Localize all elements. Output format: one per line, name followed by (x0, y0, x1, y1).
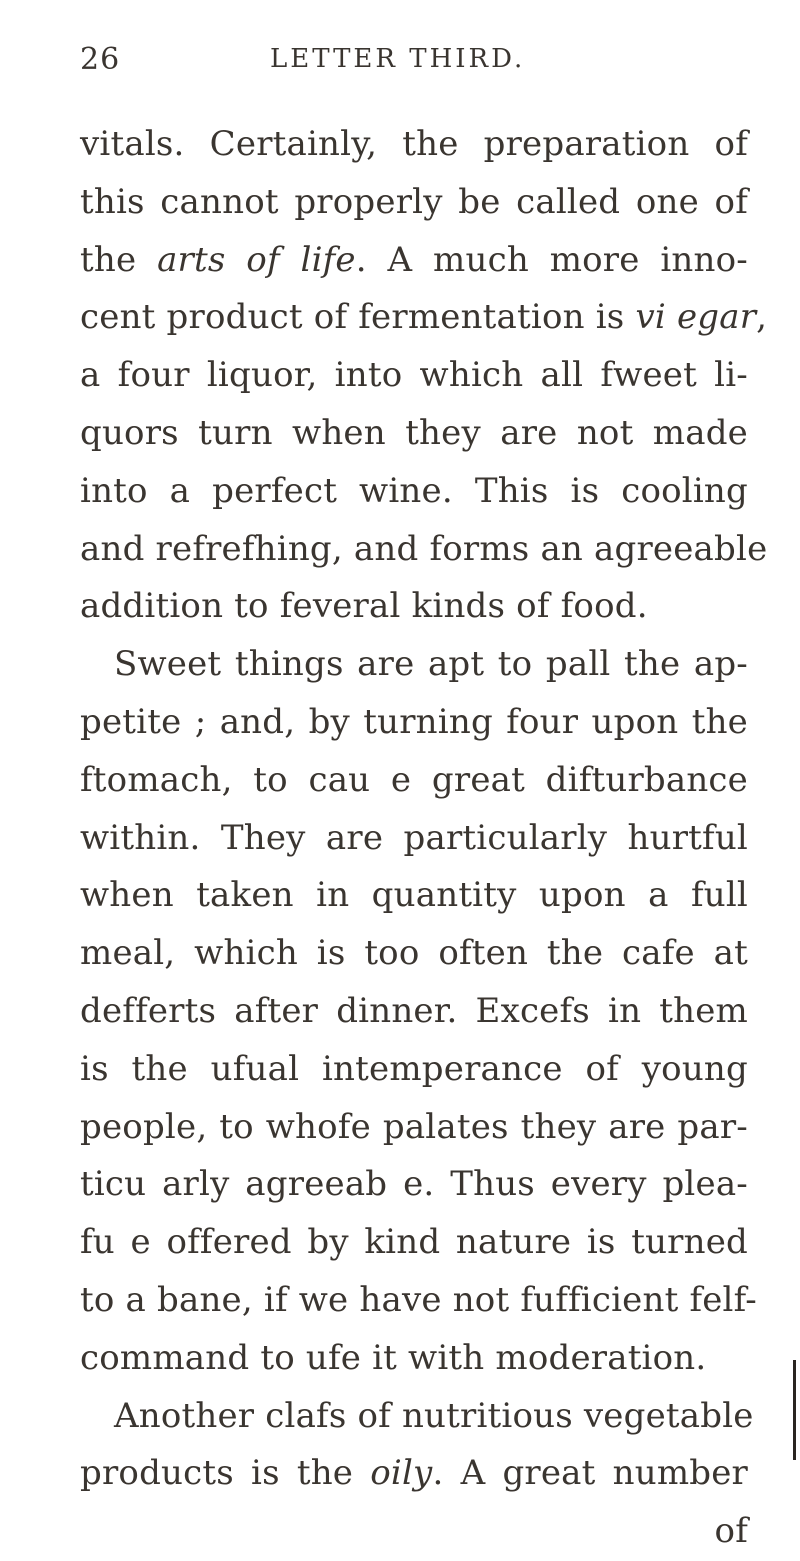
text-span: . A much more inno- (355, 239, 748, 280)
text-line: meal, which is too often the cafe at (80, 933, 748, 974)
text-line: and refrefhing, and forms an agreeable (80, 528, 768, 569)
catchword: of (714, 1511, 748, 1552)
text-line: command to ufe it with moderation. (80, 1337, 707, 1378)
italic-phrase: oily (370, 1453, 433, 1494)
text-line: ticu arly agreeab e. Thus every plea- (80, 1164, 748, 1205)
text-line: people, to whofe palates they are par- (80, 1106, 748, 1147)
text-line: Sweet things are apt to pall the ap- (114, 644, 748, 685)
page-edge-shadow (793, 1360, 796, 1460)
text-line: is the ufual intemperance of young (80, 1048, 748, 1089)
text-line: to a bane, if we have not fufficient felf- (80, 1279, 757, 1320)
text-line: vitals. Certainly, the preparation of (80, 124, 748, 164)
text-span: , (756, 297, 768, 338)
text-line: ftomach, to cau e great difturbance (80, 759, 748, 800)
text-span: products is the (80, 1453, 371, 1494)
text-line (80, 289, 768, 347)
text-line: petite ; and, by turning four upon the (80, 701, 748, 742)
text-line: within. They are particularly hurtful (80, 817, 748, 858)
text-line: addition to feveral kinds of food. (80, 586, 648, 627)
text-line: Another clafs of nutritious vegetable (114, 1395, 754, 1436)
page-number: 26 (80, 42, 121, 77)
text-line: when taken in quantity upon a full (80, 875, 748, 916)
text-span: . A great number (432, 1453, 748, 1494)
page-header (80, 42, 740, 94)
text-line (80, 232, 748, 290)
italic-phrase: vi egar (635, 297, 757, 338)
text-line: fu e offered by kind nature is turned (80, 1222, 748, 1263)
body-text (80, 116, 768, 1561)
text-line: into a perfect wine. This is cooling (80, 470, 748, 511)
text-span: cent product of fermentation is (80, 297, 636, 338)
text-line: defferts after dinner. Excefs in them (80, 990, 748, 1031)
running-head: LETTER THIRD. (270, 44, 526, 74)
text-line (80, 1445, 748, 1503)
italic-phrase: arts of life (157, 239, 356, 280)
text-line: this cannot properly be called one of (80, 181, 748, 222)
text-line: a four liquor, into which all fweet li- (80, 355, 748, 396)
text-line: quors turn when they are not made (80, 412, 748, 453)
text-span: the (80, 239, 158, 280)
